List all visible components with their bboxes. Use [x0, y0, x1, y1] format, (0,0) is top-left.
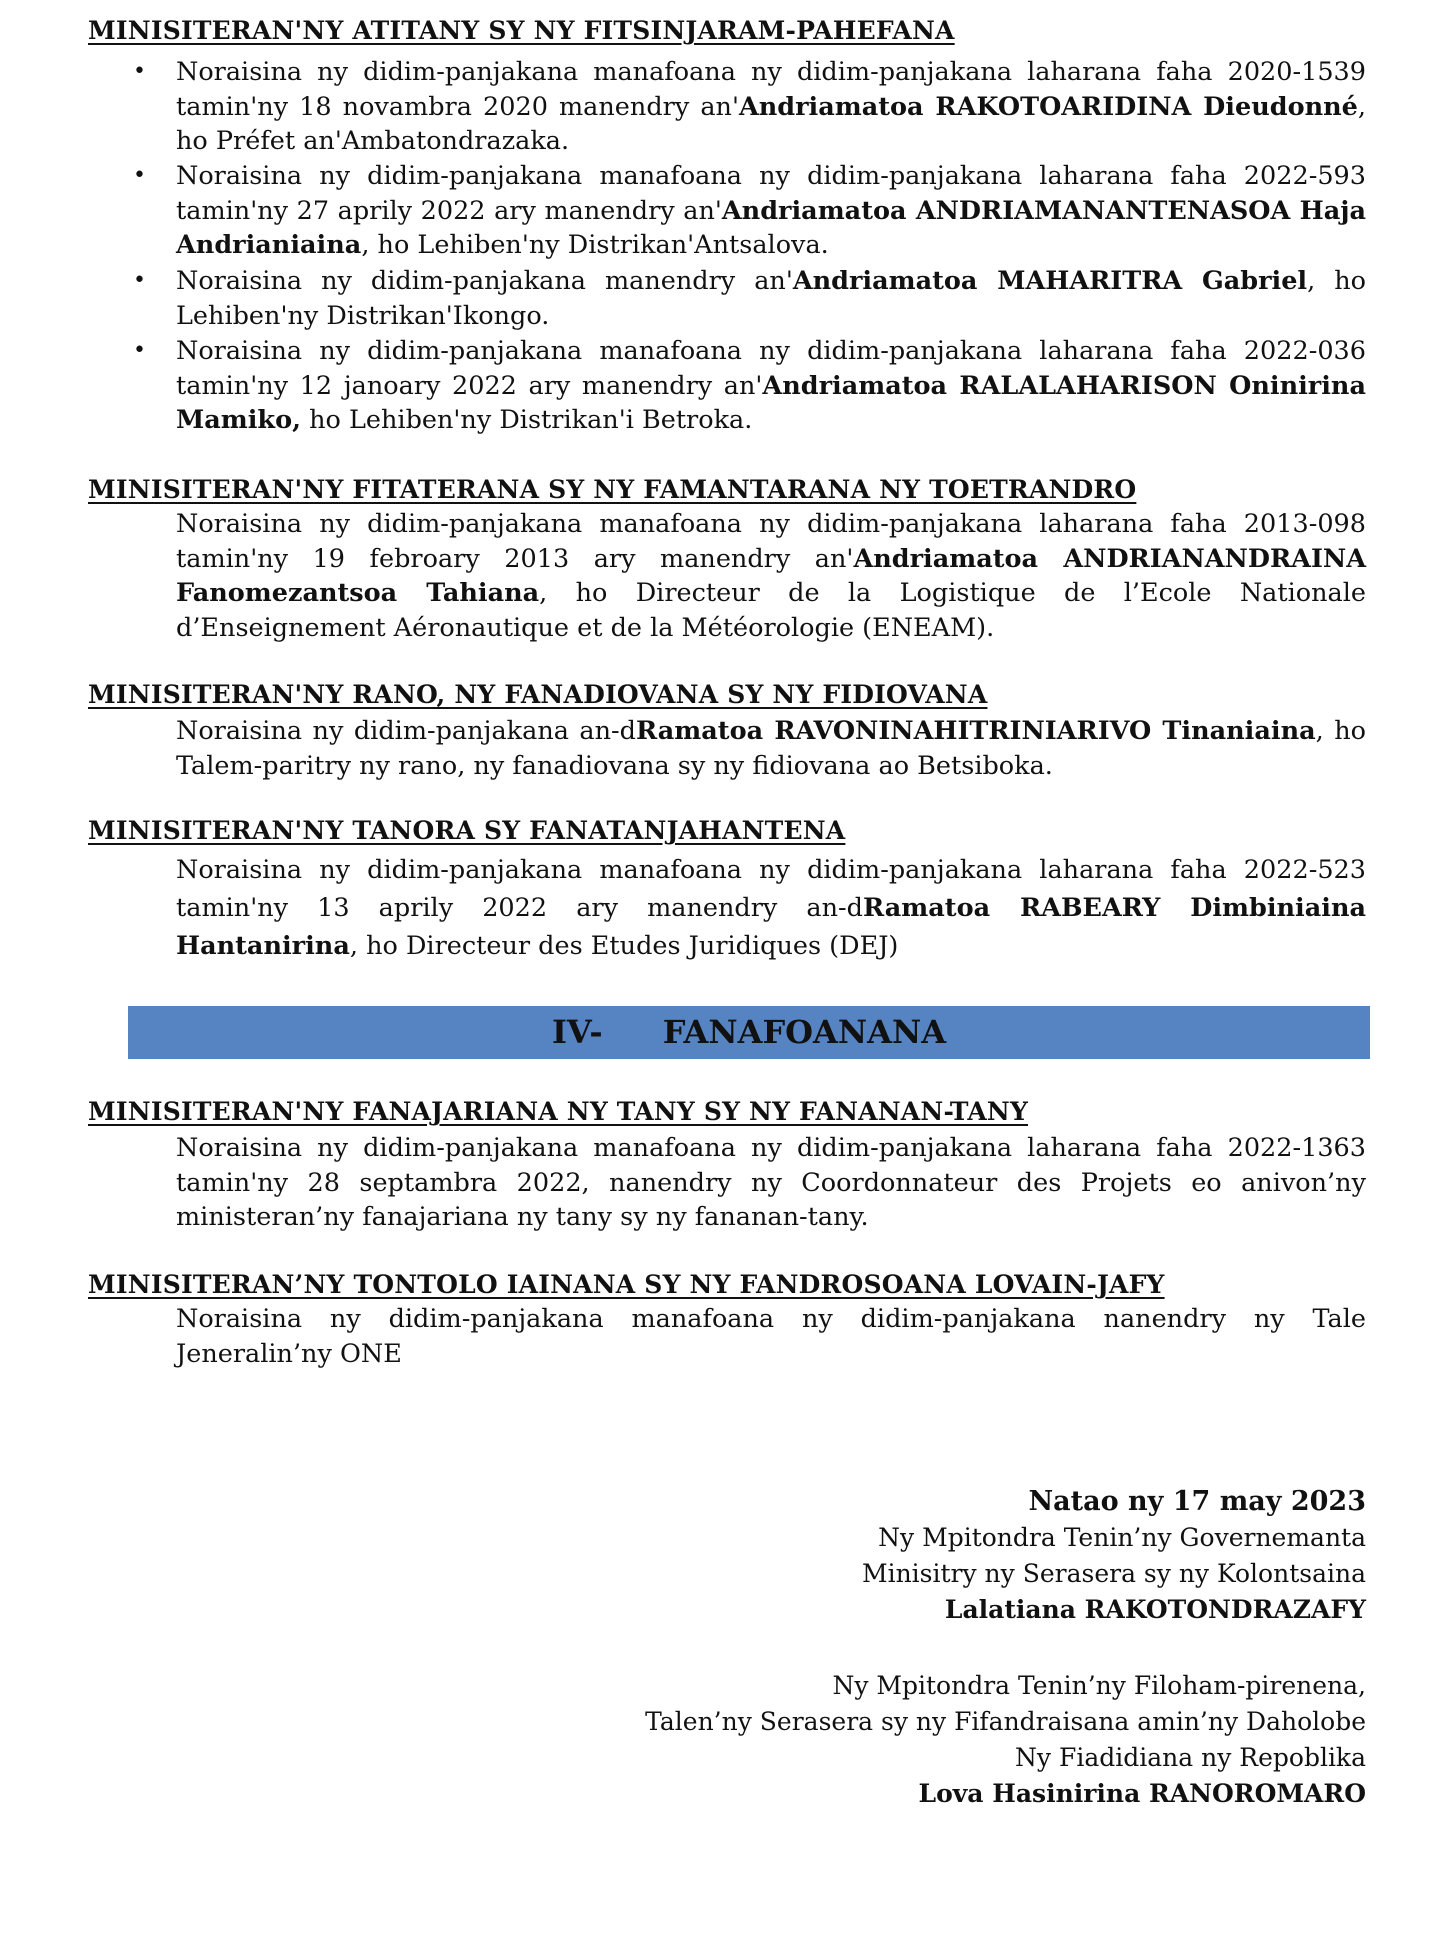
- paragraph-text: Noraisina ny didim-panjakana an-d: [176, 716, 636, 746]
- list-item: [176, 159, 1366, 263]
- section-heading-tanora: MINISITERAN'NY TANORA SY FANATANJAHANTENA: [88, 816, 846, 845]
- section-paragraph: Noraisina ny didim-panjakana manafoana ny didim-panjakana nanendry ny Tale Jeneralin’ny ONE: [176, 1304, 1366, 1369]
- signature-block-presidency: [645, 1668, 1366, 1812]
- banner-number: IV-: [551, 1013, 603, 1051]
- item-text: , ho Préfet an'Ambatondrazaka.: [176, 91, 1366, 156]
- item-text: Noraisina ny didim-panjakana manafoana ny didim-panjakana laharana faha 2022-593 tamin'ny 27 aprily 2022 ary manendry an': [176, 161, 1366, 226]
- section-heading-tontolo-iainana: MINISITERAN’NY TONTOLO IAINANA SY NY FANDROSOANA LOVAIN-JAFY: [88, 1270, 1165, 1299]
- item-text: Noraisina ny didim-panjakana manendry an': [176, 266, 793, 296]
- section-heading-fitaterana: MINISITERAN'NY FITATERANA SY NY FAMANTARANA NY TOETRANDRO: [88, 475, 1137, 504]
- item-text: ho Lehiben'ny Distrikan'i Betroka.: [300, 405, 753, 435]
- appointee-name: Andriamatoa RALALAHARISON Oninirina Mamiko,: [176, 370, 1366, 435]
- list-item: [176, 55, 1366, 159]
- paragraph-text: , ho Talem-paritry ny rano, ny fanadiovana sy ny fidiovana ao Betsiboka.: [176, 716, 1366, 781]
- paragraph-text: Noraisina ny didim-panjakana manafoana ny didim-panjakana laharana faha 2022-523 tamin'ny 13 aprily 2022 ary manendry an-d: [176, 855, 1366, 923]
- list-item: [176, 334, 1366, 438]
- section-paragraph: [176, 714, 1366, 783]
- appointee-name: Andriamatoa ANDRIANANDRAINA Fanomezantsoa Tahiana: [176, 543, 1366, 608]
- appointee-name: Andriamatoa ANDRIAMANANTENASOA Haja Andrianiaina: [176, 195, 1366, 260]
- signatory-name: Lalatiana RAKOTONDRAZAFY: [944, 1595, 1366, 1624]
- banner-title: FANAFOANANA: [662, 1013, 947, 1051]
- appointee-name: Andriamatoa RAKOTOARIDINA Dieudonné: [738, 91, 1358, 122]
- signing-date: Natao ny 17 may 2023: [1028, 1486, 1366, 1517]
- section-heading-rano: MINISITERAN'NY RANO, NY FANADIOVANA SY NY FIDIOVANA: [88, 680, 988, 709]
- bullet-marker: •: [133, 338, 146, 363]
- section-paragraph: [176, 507, 1366, 645]
- section-heading-atitany: MINISITERAN'NY ATITANY SY NY FITSINJARAM-PAHEFANA: [88, 16, 955, 45]
- item-text: Noraisina ny didim-panjakana manafoana ny didim-panjakana laharana faha 2020-1539 tamin'ny 18 novambra 2020 manendry an': [176, 57, 1366, 122]
- item-text: Noraisina ny didim-panjakana manafoana ny didim-panjakana laharana faha 2022-036 tamin'ny 12 janoary 2022 ary manendry an': [176, 336, 1366, 401]
- signatory-title: Ny Mpitondra Tenin’ny Filoham-pirenena,: [832, 1671, 1366, 1700]
- list-item: [176, 264, 1366, 333]
- section-heading-fanajariana: MINISITERAN'NY FANAJARIANA NY TANY SY NY FANANAN-TANY: [88, 1097, 1029, 1126]
- item-text: , ho Lehiben'ny Distrikan'Ikongo.: [176, 266, 1366, 331]
- appointee-name: Andriamatoa MAHARITRA Gabriel: [792, 266, 1308, 296]
- signatory-title: Ny Mpitondra Tenin’ny Governemanta: [878, 1523, 1366, 1552]
- section-paragraph: [176, 851, 1366, 965]
- item-text: , ho Lehiben'ny Distrikan'Antsalova.: [361, 230, 829, 260]
- appointee-name: Ramatoa RAVONINAHITRINIARIVO Tinaniaina: [636, 716, 1316, 746]
- paragraph-text: Noraisina ny didim-panjakana manafoana ny didim-panjakana laharana faha 2013-098 tamin'ny 19 febroary 2013 ary manendry an': [176, 509, 1366, 574]
- section-paragraph: Noraisina ny didim-panjakana manafoana ny didim-panjakana laharana faha 2022-1363 tamin'ny 28 septambra 2022, nanendry ny Coordonnateur des Projets eo anivon’ny ministeran’ny fanajariana ny tany sy ny fananan-tany.: [176, 1133, 1366, 1232]
- bullet-marker: •: [133, 163, 146, 188]
- signatory-title: Minisitry ny Serasera sy ny Kolontsaina: [861, 1559, 1366, 1588]
- signatory-name: Lova Hasinirina RANOROMARO: [918, 1779, 1366, 1808]
- paragraph-text: , ho Directeur des Etudes Juridiques (DEJ): [349, 931, 899, 961]
- section-banner: [128, 1006, 1370, 1059]
- appointee-name: Ramatoa RABEARY Dimbiniaina Hantanirina: [176, 893, 1367, 961]
- signature-block-government: [862, 1484, 1366, 1628]
- signatory-title: Talen’ny Serasera sy ny Fifandraisana amin’ny Daholobe: [645, 1707, 1366, 1736]
- signatory-title: Ny Fiadidiana ny Repoblika: [1015, 1743, 1366, 1772]
- bullet-marker: •: [133, 268, 146, 293]
- bullet-marker: •: [133, 59, 146, 84]
- paragraph-text: , ho Directeur de la Logistique de l’Ecole Nationale d’Enseignement Aéronautique et de la Météorologie (ENEAM).: [176, 578, 1366, 643]
